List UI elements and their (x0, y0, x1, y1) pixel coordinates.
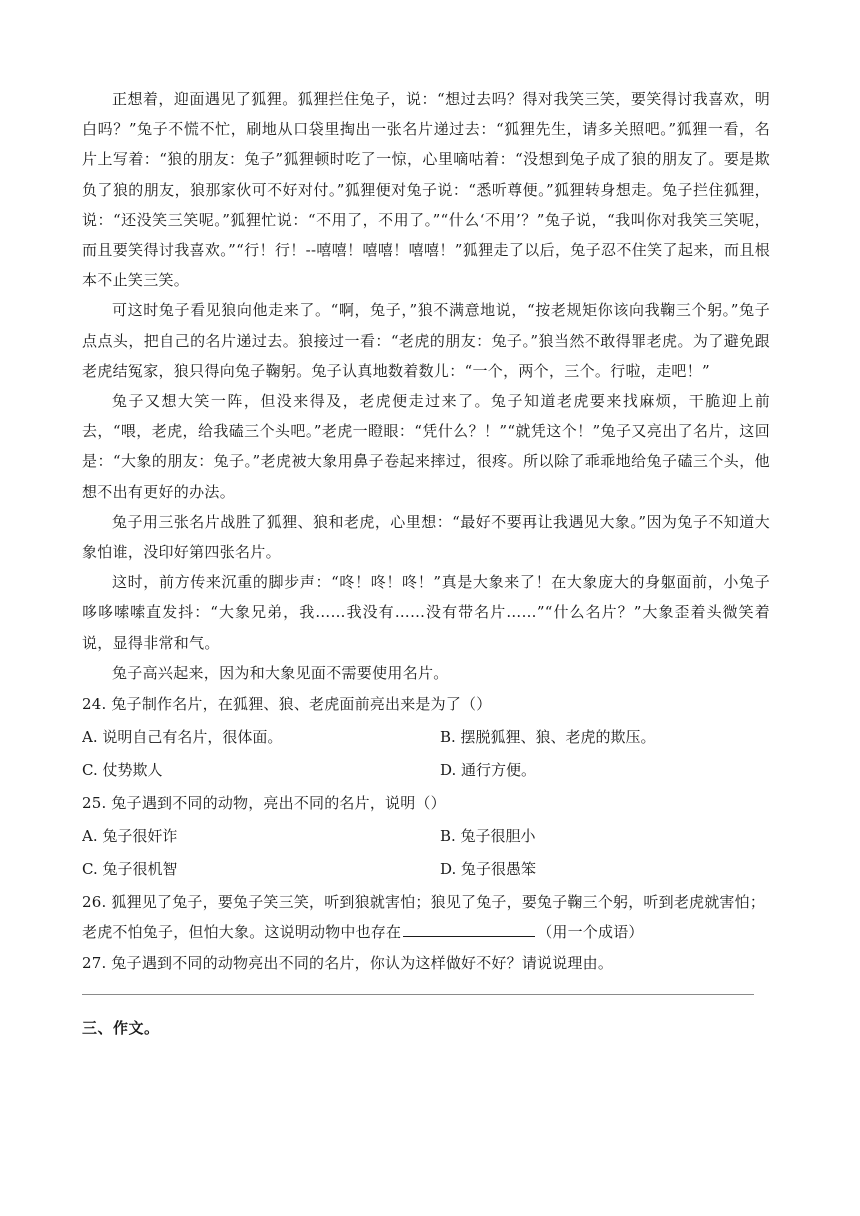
option-b[interactable]: B. 兔子很胆小 (440, 827, 536, 846)
question-27 (82, 947, 770, 995)
passage-paragraph-4: 兔子用三张名片战胜了狐狸、狼和老虎，心里想：“最好不要再让我遇见大象。”因为兔子不知道大象怕谁，没印好第四张名片。 (82, 512, 770, 562)
question-list (82, 688, 770, 995)
option-c[interactable]: C. 兔子很机智 (82, 860, 178, 879)
passage-paragraph-5: 这时，前方传来沉重的脚步声：“咚！咚！咚！”真是大象来了！在大象庞大的身躯面前，小兔子哆哆嗦嗦直发抖：“大象兄弟，我……我没有……没有带名片……”“什么名片？”大象歪着头微笑着说，显得非常和气。 (82, 573, 770, 652)
option-d[interactable]: D. 兔子很愚笨 (440, 860, 537, 879)
exam-page (82, 84, 770, 1043)
option-a[interactable]: A. 兔子很奸诈 (82, 827, 178, 846)
question-26-stem (82, 887, 770, 947)
answer-line[interactable] (82, 994, 754, 995)
question-26-text: 26. 狐狸见了兔子，要兔子笑三笑，听到狼就害怕；狼见了兔子，要兔子鞠三个躬，听到老虎就害怕；老虎不怕兔子，但怕大象。这说明动物中也存在 (82, 893, 766, 942)
option-c[interactable]: C. 仗势欺人 (82, 761, 163, 780)
question-27-stem: 27. 兔子遇到不同的动物亮出不同的名片，你认为这样做好不好？请说说理由。 (82, 954, 614, 973)
question-25-stem: 25. 兔子遇到不同的动物，亮出不同的名片，说明（） (82, 794, 446, 813)
option-d[interactable]: D. 通行方便。 (440, 761, 537, 780)
passage-paragraph-2: 可这时兔子看见狼向他走来了。“啊，兔子，”狼不满意地说，“按老规矩你该向我鞠三个躬。”兔子点点头，把自己的名片递过去。狼接过一看：“老虎的朋友：兔子。”狼当然不敢得罪老虎。为了避免跟老虎结冤家，狼只得向兔子鞠躬。兔子认真地数着数儿：“一个，两个，三个。行啦，走吧！” (82, 301, 770, 380)
question-25 (82, 787, 770, 886)
option-a[interactable]: A. 说明自己有名片，很体面。 (82, 728, 283, 747)
question-24-options (82, 721, 770, 787)
question-25-options (82, 820, 770, 886)
passage-paragraph-6: 兔子高兴起来，因为和大象见面不需要使用名片。 (112, 663, 449, 682)
passage-paragraph-3: 兔子又想大笑一阵，但没来得及，老虎便走过来了。兔子知道老虎要来找麻烦，干脆迎上前去，“喂，老虎，给我磕三个头吧。”老虎一瞪眼：“凭什么？！”“就凭这个！”兔子又亮出了名片，这回是：“大象的朋友：兔子。”老虎被大象用鼻子卷起来摔过，很疼。所以除了乖乖地给兔子磕三个头，他想不出有更好的办法。 (82, 392, 770, 501)
question-26-hint: （用一个成语） (537, 923, 644, 942)
question-24-stem: 24. 兔子制作名片，在狐狸、狼、老虎面前亮出来是为了（） (82, 695, 492, 714)
option-b[interactable]: B. 摆脱狐狸、狼、老虎的欺压。 (440, 728, 656, 747)
passage-paragraph-1: 正想着，迎面遇见了狐狸。狐狸拦住兔子，说：“想过去吗？得对我笑三笑，要笑得讨我喜欢，明白吗？”兔子不慌不忙，刷地从口袋里掏出一张名片递过去：“狐狸先生，请多关照吧。”狐狸一看，名片上写着：“狼的朋友：兔子”狐狸顿时吃了一惊，心里嘀咕着：“没想到兔子成了狼的朋友了。要是欺负了狼的朋友，狼那家伙可不好对付。”狐狸便对兔子说：“悉听尊便。”狐狸转身想走。兔子拦住狐狸，说：“还没笑三笑呢。”狐狸忙说：“不用了，不用了。”“什么‘不用’？”兔子说，“我叫你对我笑三笑呢，而且要笑得讨我喜欢。”“行！行！--嘻嘻！嘻嘻！嘻嘻！”狐狸走了以后，兔子忍不住笑了起来，而且根本不止笑三笑。 (82, 90, 770, 290)
question-26 (82, 887, 770, 947)
question-24 (82, 688, 770, 787)
section-title-composition: 三、作文。 (82, 1019, 160, 1038)
answer-blank[interactable] (403, 922, 535, 937)
reading-passage (82, 84, 770, 688)
